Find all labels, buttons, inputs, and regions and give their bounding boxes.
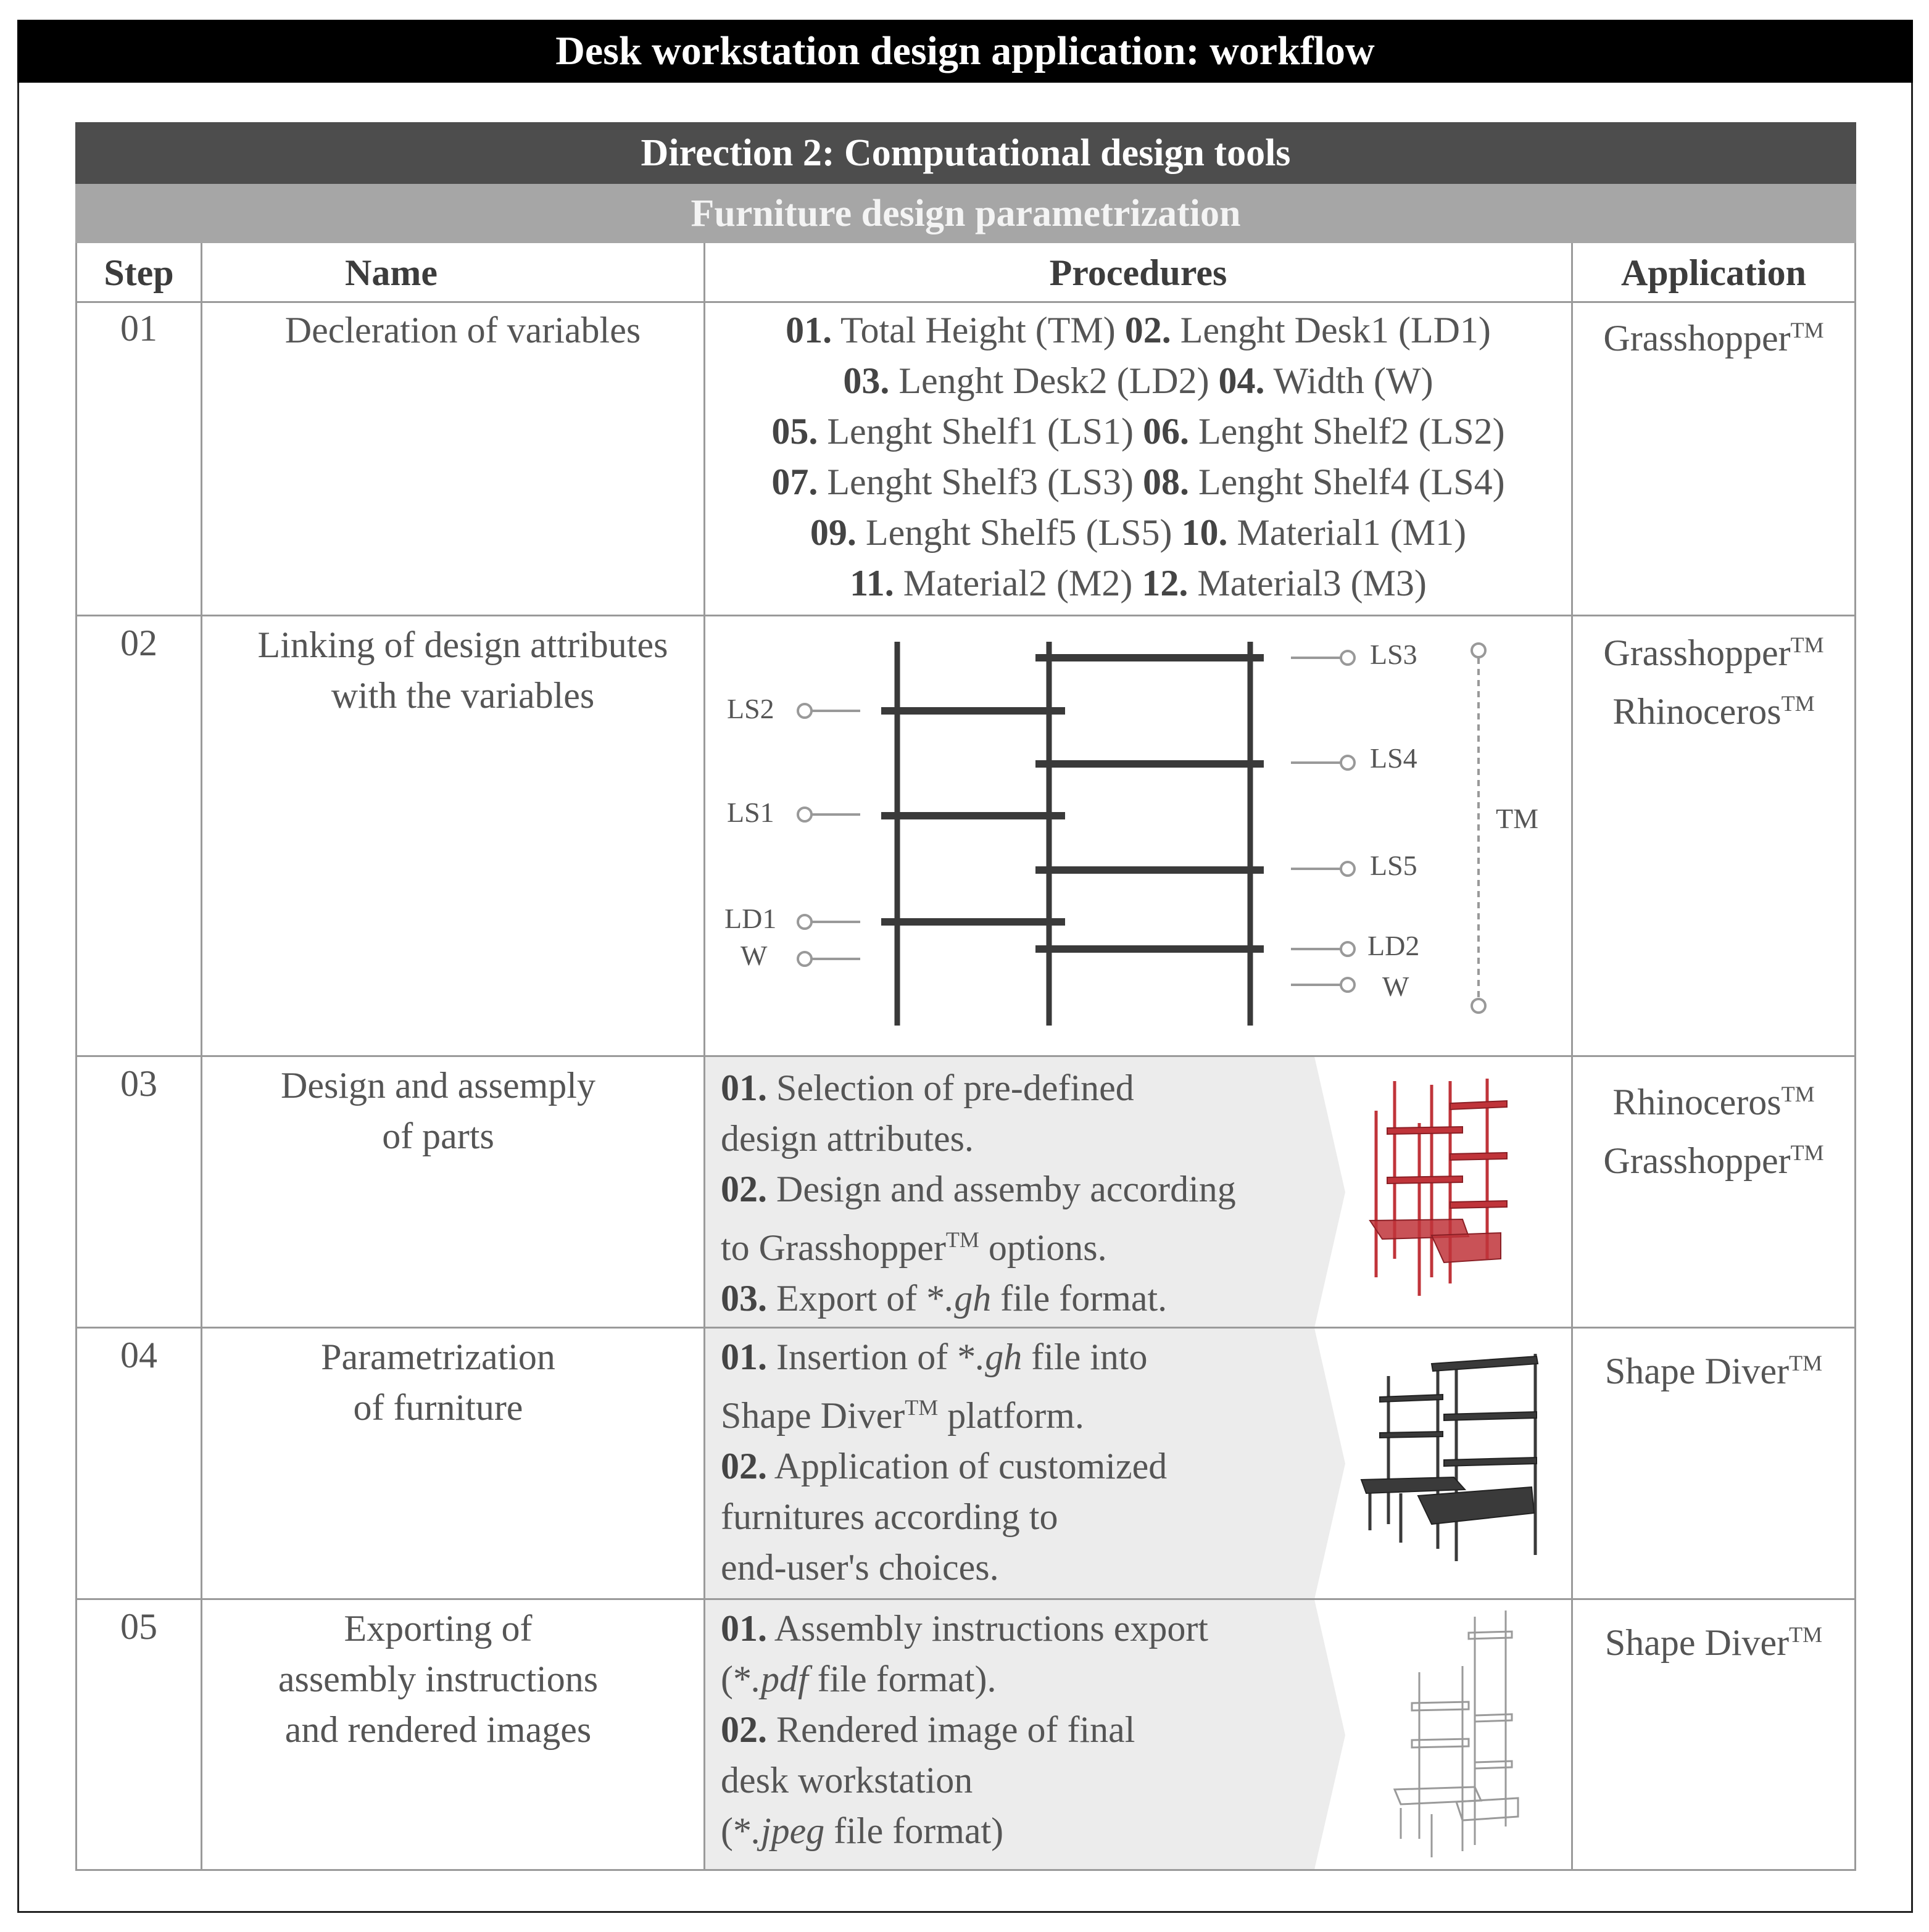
node-ls2: [798, 704, 811, 718]
label-ls2: LS2: [727, 693, 774, 724]
node-ld2: [1341, 942, 1354, 956]
header-name: Name: [345, 252, 438, 293]
header-step: Step: [104, 252, 174, 293]
label-ls1: LS1: [727, 797, 774, 828]
row4-name: Parametrization of furniture: [321, 1337, 555, 1428]
node-tm-top: [1472, 644, 1485, 657]
label-ld1: LD1: [724, 903, 777, 934]
node-ls3: [1341, 651, 1354, 665]
row5-application: Shape Diver™: [1604, 1622, 1823, 1663]
row3-procedures: 01. Selection of pre-defined design attributes. 02. Design and assemby according to Grasshopper™ options. 03. Export of *.gh file format.: [721, 1068, 1236, 1319]
row3-name: Design and assemply of parts: [281, 1065, 595, 1156]
node-ls1: [798, 808, 811, 821]
direction-banner: Direction 2: Computational design tools: [75, 122, 1856, 184]
label-tm: TM: [1496, 803, 1538, 834]
label-ls4: LS4: [1370, 742, 1417, 774]
header-application: Application: [1620, 252, 1807, 293]
label-w-right: W: [1382, 971, 1409, 1002]
proc-line-2: 03. Lenght Desk2 (LD2) 04. Width (W): [843, 360, 1433, 401]
node-w-right: [1341, 978, 1354, 992]
row2-application: Grasshopper™ Rhinoceros™: [1603, 632, 1824, 732]
row2-name: Linking of design attributes with the variables: [257, 624, 668, 716]
row1-name: Decleration of variables: [284, 310, 641, 350]
row5-procedures: 01. Assembly instructions export (*.pdf file format). 02. Rendered image of final desk workstation (*.jpeg file format): [721, 1608, 1208, 1851]
dark-shelf-render: [1351, 1345, 1549, 1580]
red-shelf-render: [1358, 1074, 1518, 1308]
label-ls5: LS5: [1370, 850, 1417, 881]
label-ld2: LD2: [1367, 930, 1420, 961]
proc-line-5: 09. Lenght Shelf5 (LS5) 10. Material1 (M1): [810, 512, 1467, 553]
row4-procedures: 01. Insertion of *.gh file into Shape Diver™ platform. 02. Application of customized furnitures according to end-user's choices.: [721, 1337, 1168, 1588]
page-title: Desk workstation design application: workflow: [17, 20, 1913, 83]
node-w-left: [798, 952, 811, 966]
row4-step: 04: [120, 1335, 157, 1375]
row3-step: 03: [120, 1063, 157, 1104]
proc-line-3: 05. Lenght Shelf1 (LS1) 06. Lenght Shelf2 (LS2): [771, 411, 1505, 452]
row5-step: 05: [120, 1606, 157, 1647]
row1-application: Grasshopper™: [1603, 318, 1824, 359]
label-ls3: LS3: [1370, 639, 1417, 670]
node-ls4: [1341, 756, 1354, 769]
node-ld1: [798, 915, 811, 929]
node-ls5: [1341, 862, 1354, 876]
header-procedures: Procedures: [1049, 252, 1227, 293]
row1-step: 01: [120, 308, 157, 349]
row3-application: Rhinoceros™ Grasshopper™: [1603, 1082, 1824, 1181]
node-tm-bottom: [1472, 999, 1485, 1013]
proc-line-1: 01. Total Height (TM) 02. Lenght Desk1 (LD1): [786, 310, 1491, 350]
line-drawing-render: [1382, 1604, 1543, 1864]
proc-line-6: 11. Material2 (M2) 12. Material3 (M3): [850, 563, 1427, 603]
proc-line-4: 07. Lenght Shelf3 (LS3) 08. Lenght Shelf4 (LS4): [771, 462, 1505, 502]
label-w-left: W: [740, 940, 768, 971]
row4-application: Shape Diver™: [1604, 1351, 1823, 1391]
row2-step: 02: [120, 623, 157, 663]
row5-name: Exporting of assembly instructions and rendered images: [278, 1608, 599, 1750]
section-subtitle: Furniture design parametrization: [75, 184, 1856, 243]
